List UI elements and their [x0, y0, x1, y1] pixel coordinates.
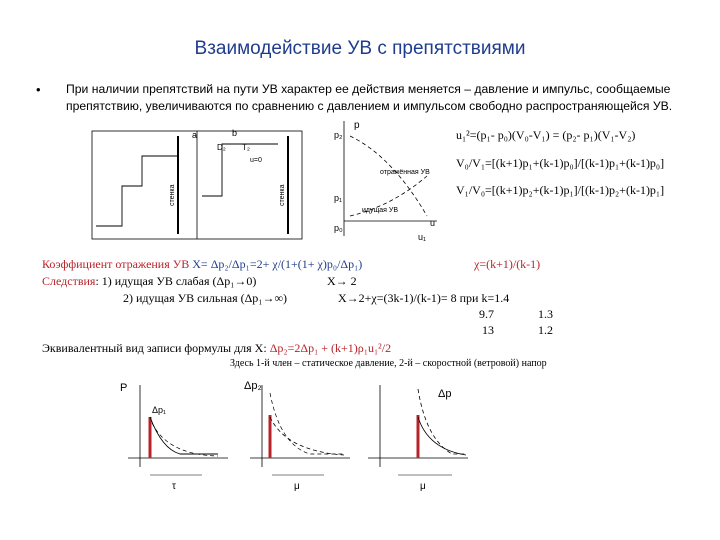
x-value-97: 9.7	[479, 307, 494, 321]
consequence-1-text: : 1) идущая УВ слабая (Δp₁→0)	[95, 274, 257, 288]
intro-paragraph: При наличии препятствий на пути УВ характер ее действия меняется – давление и импульс, сообщаемые препятствию, увеличиваются по сравнению с давлением и импульсом свободно распространяющейся УВ.	[66, 82, 673, 113]
pu-label-u1: u₁	[418, 232, 427, 242]
formula-hugoniot: u₁²=(p₁- p₀)(V₀-V₁) = (p₂- p₁)(V₁-V₂)	[456, 128, 636, 142]
pu-label-incident: идущая УВ	[362, 207, 398, 214]
pu-label-p0: p₀	[334, 223, 343, 233]
pu-label-p2: p₂	[334, 130, 343, 140]
consequence-2-text: 2) идущая УВ сильная (Δp₁→∞)	[123, 291, 288, 305]
formula-v1-v0: V₁/V₀=[(k+1)p₂+(k-1)p₁]/[(k-1)p₂+(k-1)p₁]	[456, 183, 665, 197]
consequence-2-result: X→2+χ=(3k-1)/(k-1)= 8 при k=1.4	[338, 291, 510, 305]
label-wall1: стенка	[169, 184, 176, 206]
x-value-13: 13	[482, 323, 494, 337]
label-d2: D₂	[217, 143, 226, 152]
slide-title: Взаимодействие УВ с препятствиями	[194, 38, 526, 59]
consequence-1-result: X→ 2	[327, 274, 357, 288]
shock-wall-diagram	[82, 126, 312, 241]
note-text: Здесь 1-й член – статическое давление, 2-й – скоростной (ветровой) напор	[230, 358, 547, 369]
label-wall2: стенка	[279, 184, 286, 206]
reflection-line	[42, 257, 362, 272]
pu-label-reflected: отражённая УВ	[380, 169, 430, 176]
graph-2-y-label: Δp₂	[244, 380, 262, 392]
equivalent-formula: Δp₂=2Δp₁ + (k+1)ρ₁u₁²/2	[269, 341, 392, 355]
chi-formula: χ=(k+1)/(k-1)	[474, 257, 541, 271]
reflection-formula: X= Δp₂/Δp₁=2+ χ/(1+(1+ χ)p₀/Δp₁)	[192, 257, 363, 271]
k-value-12: 1.2	[538, 323, 553, 337]
graph-1-dp-label: Δp₁	[152, 405, 167, 415]
bullet-marker: •	[36, 82, 41, 97]
label-a: a	[192, 130, 198, 140]
graph-2	[240, 375, 352, 493]
reflection-label: Коэффициент отражения УВ	[42, 257, 190, 271]
equivalent-text: Эквивалентный вид записи формулы для X:	[42, 341, 267, 355]
consequence-1	[42, 274, 256, 289]
graph-1	[118, 375, 230, 493]
graph-3-y-label: Δp	[438, 388, 452, 400]
equivalent-line	[42, 341, 391, 356]
graph-1-tau-label: τ	[172, 481, 176, 492]
label-b: b	[232, 128, 238, 138]
formula-v0-v1: V₀/V₁=[(k+1)p₁+(k-1)p₀]/[(k-1)p₁+(k-1)p₀]	[456, 156, 665, 170]
graph-2-mu-label: μ	[294, 481, 300, 492]
consequence-label: Следствия	[42, 274, 96, 288]
graph-1-y-label: P	[120, 382, 128, 394]
label-t2: T₂	[242, 143, 250, 152]
graph-3-mu-label: μ	[420, 481, 426, 492]
pu-axis-u: u	[430, 218, 436, 228]
label-u0: u=0	[250, 157, 262, 164]
pu-label-p1: p₁	[334, 193, 343, 203]
k-value-13: 1.3	[538, 307, 553, 321]
graph-3	[358, 375, 470, 493]
pu-axis-p: p	[354, 120, 360, 131]
pu-diagram	[332, 116, 447, 246]
